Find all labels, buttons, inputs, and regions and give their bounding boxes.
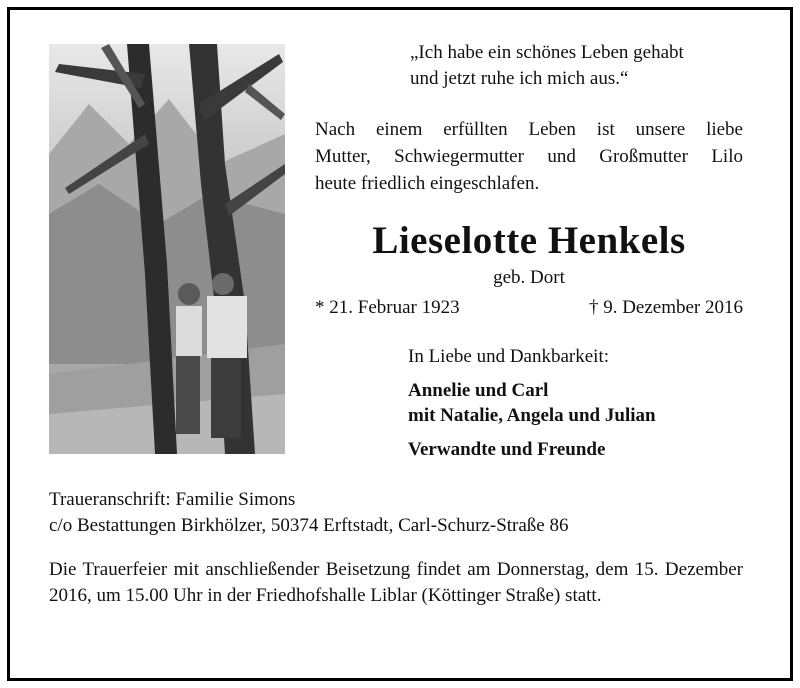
mourning-address (49, 487, 749, 539)
family-names (408, 378, 656, 428)
deceased-name: Lieselotte Henkels (372, 219, 686, 262)
quote-line: und jetzt ruhe ich mich aus.“ (410, 68, 629, 89)
death-date: † 9. Dezember 2016 (588, 297, 743, 318)
photo-couple-under-trees (49, 44, 285, 454)
birth-date: * 21. Februar 1923 (315, 297, 460, 318)
thanks-line: In Liebe und Dankbarkeit: (408, 346, 610, 367)
birth-name: geb. Dort (493, 267, 565, 288)
intro-text (315, 116, 743, 197)
quote (410, 40, 750, 92)
mourner-line: mit Natalie, Angela und Julian (408, 405, 656, 426)
intro-line: heute friedlich eingeschlafen. (315, 173, 540, 194)
relatives-line: Verwandte und Freunde (408, 439, 606, 460)
memorial-photo (49, 44, 285, 454)
quote-line: „Ich habe ein schönes Leben gehabt (410, 42, 684, 63)
address-line: c/o Bestattungen Birkhölzer, 50374 Erftstadt, Carl-Schurz-Straße 86 (49, 515, 569, 536)
intro-line: Nach einem erfüllten Leben ist unsere liebe (315, 119, 743, 140)
ceremony-info: Die Trauerfeier mit anschließender Beisetzung findet am Donnerstag, dem 15. Dezember 2016, um 15.00 Uhr in der Friedhofshalle Liblar (Köttinger Straße) statt. (49, 559, 743, 606)
mourner-line: Annelie und Carl (408, 380, 549, 401)
address-line: Traueranschrift: Familie Simons (49, 489, 296, 510)
life-dates (315, 296, 743, 320)
intro-line: Mutter, Schwiegermutter und Großmutter Lilo (315, 146, 743, 167)
